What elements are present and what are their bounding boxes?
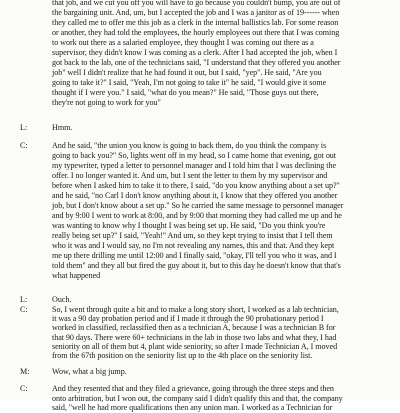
text-line: was wanting to know why I thought I was being set up. He said, "Do you think you're xyxy=(52,221,326,230)
text-line: the bargaining unit. And, um, but I accepted the job and I was a janitor as of 19------ when xyxy=(52,8,340,17)
text-line: going to take it?" I said, "Yeah, I'm not going to take it" he said, "I would give it some xyxy=(52,78,327,87)
text-line: worked in classified, reclassified then as a technician A, because I was a technician B for xyxy=(52,323,336,333)
text-line: said, "well he had more qualifications then any union man. I worked as a Technician for xyxy=(52,402,333,412)
text-line: my typewriter, typed a letter to personnel manager and I told him that I was declining the xyxy=(52,161,336,170)
text-line: And he said, "the union you know is going to back them, do you think the company is xyxy=(52,141,327,150)
text-line: And they resented that and they filed a grievance, going through the three steps and then xyxy=(52,384,334,394)
text-line: Hmm. xyxy=(52,123,73,132)
speaker-label: L: xyxy=(20,123,28,132)
text-line: that 90 days. There were 60+ technicians in the lab in those two labs and what they, I had xyxy=(52,332,337,342)
text-line: onto arbitration, but I won out, the company said I didn't qualify this and that, the company xyxy=(52,393,343,403)
text-line: thought if I were you." I said, "what do you mean?" He said, "Those guys out there, xyxy=(52,88,319,97)
speaker-label: M: xyxy=(20,367,30,377)
text-line: So, I went through quite a bit and to make a long story short, I worked as a lab technician, xyxy=(52,305,339,314)
text-line: or another, they had told the employees, the hourly employees out there that I was coming xyxy=(52,28,340,37)
text-line: seniority on all of them but 4, plant wide seniority, so after I made Technician A, I moved xyxy=(52,341,338,351)
text-line: they called me to offer me this job as a clerk in the internal ballistics lab. For some reason xyxy=(52,18,339,27)
text-line: job" well I didn't realize that he had found it out, but I said, "yep". He said, "Are you xyxy=(52,68,322,77)
text-line: it was a 90 day probation period and if I made it through the 90 probationary period I xyxy=(52,314,324,324)
text-line: me up there drilling me until 12:00 and I finally said, "okay, I'll tell you who it was, and I xyxy=(52,251,337,260)
text-line: they're not going to work for you" xyxy=(52,98,161,107)
text-line: and he said, "no Carl I don't know anything about it, I know that they offered you another xyxy=(52,191,338,200)
text-line: and by 9:00 I went to work at 8:00, and by 9:00 that morning they had called me up and he xyxy=(52,211,342,220)
speaker-label: C: xyxy=(20,384,28,394)
speaker-label: L: xyxy=(20,295,28,304)
text-line: supervisor, they didn't know I was coming as a clerk. After I had accepted the job, when I xyxy=(52,48,338,57)
speaker-label: C: xyxy=(20,305,28,314)
text-line: that job, and we cut you off you will have to go because you couldn't bump, you are out of xyxy=(52,0,341,7)
text-line: offer. I no longer wanted it. And um, but I sent the letter to them by my supervisor and xyxy=(52,171,328,180)
text-line: job, but I don't know about a set up." So he carried the same message to personnel manager xyxy=(52,201,344,210)
text-line: what happened xyxy=(52,271,101,280)
text-line: got back to the lab, one of the technicians said, "I understand that they offered you another xyxy=(52,58,341,67)
text-line: from the 67th position on the seniority list up to the 4th place on the seniority list. xyxy=(52,351,313,360)
text-line: Ouch. xyxy=(52,295,72,304)
text-line: going to back you?" So, lights went off in my head, so I came home that evening, got out xyxy=(52,151,337,160)
speaker-label: C: xyxy=(20,141,28,150)
text-line: before when I asked him to take it to there, I said, "do you know anything about a set up?" xyxy=(52,181,340,190)
text-line: really being set up?" I said, "Yeah!" And um, so they kept trying to insist that I tell them xyxy=(52,231,333,240)
text-line: who it was and I would say, no I'm not revealing any names, this and that. And they kept xyxy=(52,241,335,250)
text-line: told them" and they all but fired the guy about it, but to this day he doesn't know that that's xyxy=(52,261,341,270)
text-line: to work out there as a salaried employee, they thought I was coming out there as a xyxy=(52,38,314,47)
text-line: Wow, what a big jump. xyxy=(52,367,127,377)
